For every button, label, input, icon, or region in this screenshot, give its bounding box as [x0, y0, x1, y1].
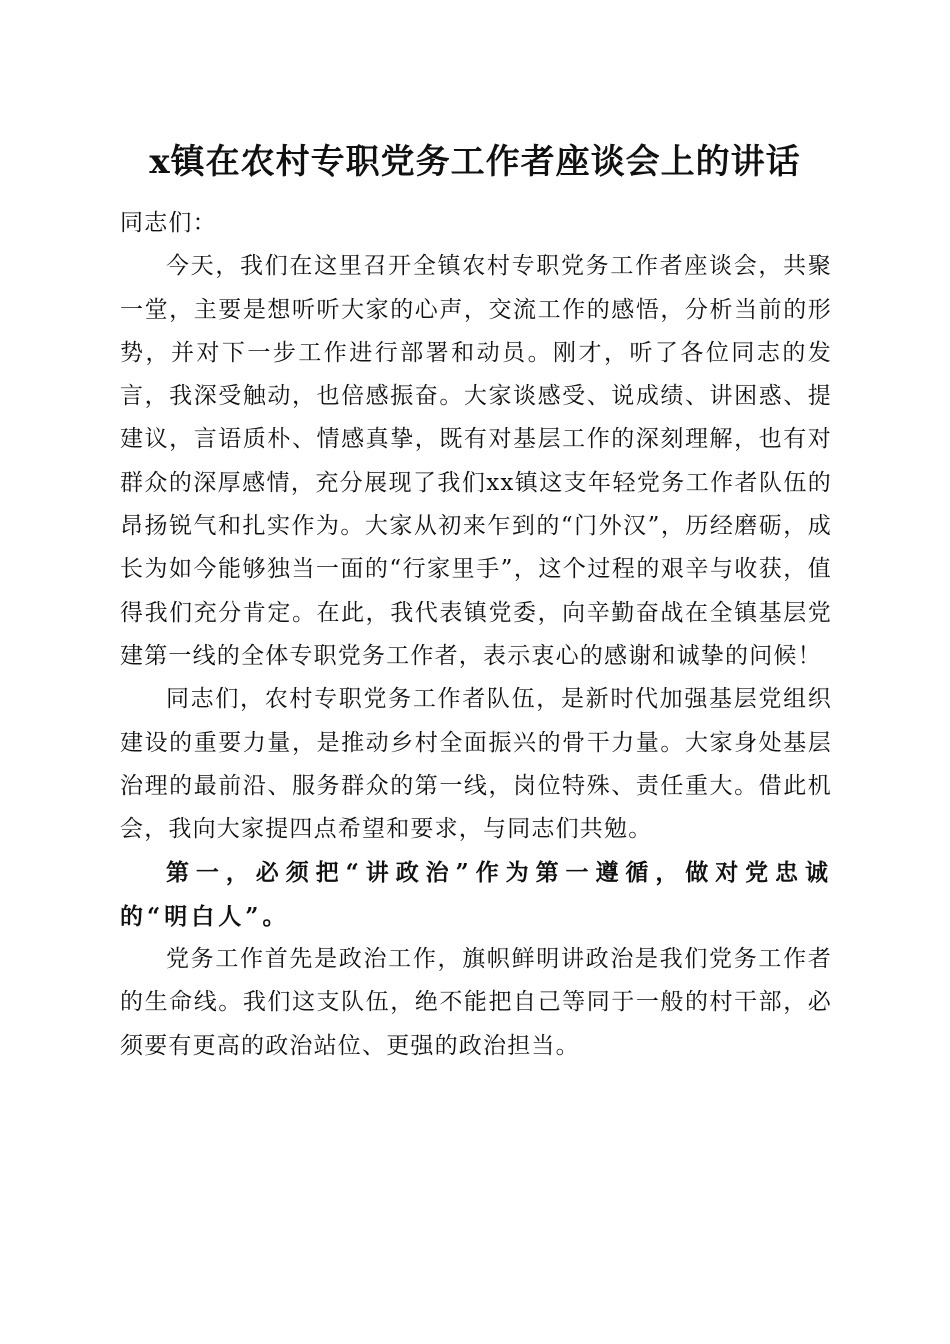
document-title: x镇在农村专职党务工作者座谈会上的讲话: [149, 142, 801, 182]
salutation: 同志们：: [120, 210, 217, 236]
paragraph-requirements: 同志们，农村专职党务工作者队伍，是新时代加强基层党组织建设的重要力量，是推动乡村全面振兴的骨干力量。大家身处基层治理的最前沿、服务群众的第一线，岗位特殊、责任重大。借此机会，我向大家提四点希望和要求，与同志们共勉。: [120, 686, 832, 843]
paragraph-political-work: 党务工作首先是政治工作，旗帜鲜明讲政治是我们党务工作者的生命线。我们这支队伍，绝不能把自己等同于一般的村干部，必须要有更高的政治站位、更强的政治担当。: [120, 946, 832, 1059]
section-heading-first: 第一，必须把“讲政治”作为第一遵循，做对党忠诚的“明白人”。: [120, 859, 832, 930]
paragraph-opening: 今天，我们在这里召开全镇农村专职党务工作者座谈会，共聚一堂，主要是想听听大家的心声，交流工作的感悟，分析当前的形势，并对下一步工作进行部署和动员。刚才，听了各位同志的发言，我深受触动，也倍感振奋。大家谈感受、说成绩、讲困惑、提建议，言语质朴、情感真挚，既有对基层工作的深刻理解，也有对群众的深厚感情，充分展现了我们xx镇这支年轻党务工作者队伍的昂扬锐气和扎实作为。大家从初来乍到的“门外汉”，历经磨砺，成长为如今能够独当一面的“行家里手”，这个过程的艰辛与收获，值得我们充分肯定。在此，我代表镇党委，向辛勤奋战在全镇基层党建第一线的全体专职党务工作者，表示衷心的感谢和诚挚的问候！: [120, 253, 832, 669]
document-body: [120, 202, 832, 1068]
